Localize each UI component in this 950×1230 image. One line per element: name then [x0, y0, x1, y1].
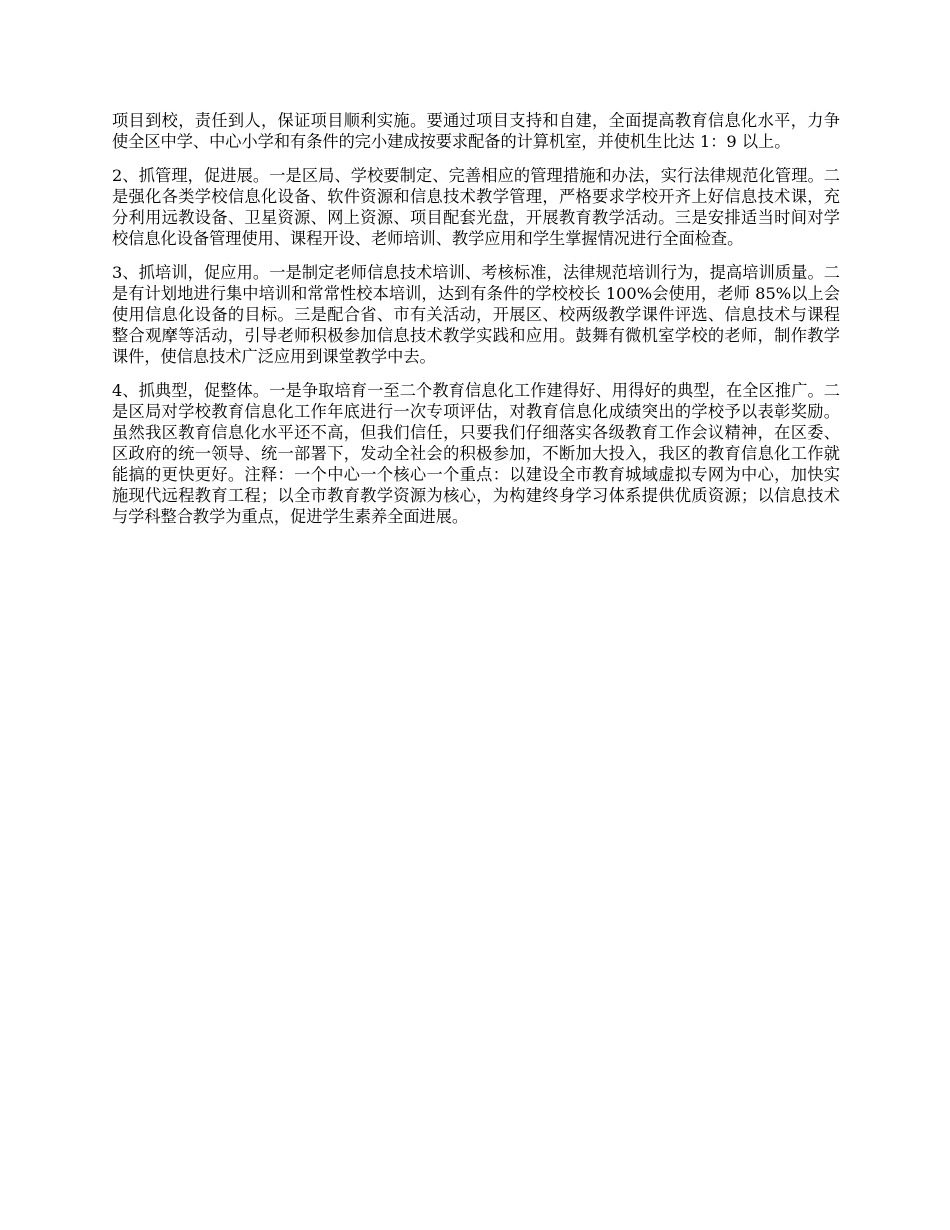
paragraph-training: 3、抓培训，促应用。一是制定老师信息技术培训、考核标准，法律规范培训行为，提高培训质量。二是有计划地进行集中培训和常常性校本培训，达到有条件的学校校长 100%会使用，老师 85%以上会使用信息化设备的目标。三是配合省、市有关活动，开展区、校两级教学课件评选、信息技术与课程整合观摩等活动，引导老师积极参加信息技术教学实践和应用。鼓舞有微机室学校的老师，制作教学课件，使信息技术广泛应用到课堂教学中去。	[112, 263, 840, 366]
paragraph-management: 2、抓管理，促进展。一是区局、学校要制定、完善相应的管理措施和办法，实行法律规范化管理。二是强化各类学校信息化设备、软件资源和信息技术教学管理，严格要求学校开齐上好信息技术课，充分利用远教设备、卫星资源、网上资源、项目配套光盘，开展教育教学活动。三是安排适当时间对学校信息化设备管理使用、课程开设、老师培训、教学应用和学生掌握情况进行全面检查。	[112, 166, 840, 248]
paragraph-intro: 项目到校，责任到人，保证项目顺利实施。要通过项目支持和自建，全面提高教育信息化水平，力争使全区中学、中心小学和有条件的完小建成按要求配备的计算机室，并使机生比达 1：9 以上。	[112, 111, 840, 151]
document-page	[112, 110, 840, 540]
paragraph-typical: 4、抓典型，促整体。一是争取培育一至二个教育信息化工作建得好、用得好的典型，在全区推广。二是区局对学校教育信息化工作年底进行一次专项评估，对教育信息化成绩突出的学校予以表彰奖励。虽然我区教育信息化水平还不高，但我们信任，只要我们仔细落实各级教育工作会议精神，在区委、区政府的统一领导、统一部署下，发动全社会的积极参加，不断加大投入，我区的教育信息化工作就能搞的更快更好。注释：一个中心一个核心一个重点：以建设全市教育城域虚拟专网为中心，加快实施现代远程教育工程；以全市教育教学资源为核心，为构建终身学习体系提供优质资源；以信息技术与学科整合教学为重点，促进学生素养全面进展。	[112, 381, 840, 526]
